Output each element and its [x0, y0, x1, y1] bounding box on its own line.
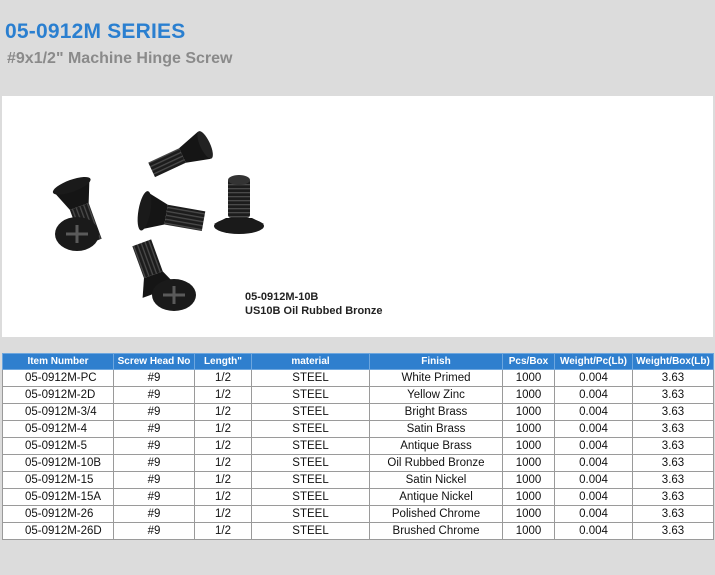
table-cell: 3.63 [633, 455, 714, 472]
table-cell: #9 [114, 438, 195, 455]
table-cell: 0.004 [555, 523, 633, 540]
table-cell: 1/2 [195, 421, 252, 438]
table-cell: 3.63 [633, 421, 714, 438]
table-cell: 3.63 [633, 404, 714, 421]
table-cell: 1/2 [195, 472, 252, 489]
table-cell: Oil Rubbed Bronze [370, 455, 503, 472]
table-cell: 1/2 [195, 523, 252, 540]
table-cell: 1000 [503, 489, 555, 506]
table-cell: 0.004 [555, 370, 633, 387]
table-cell: Bright Brass [370, 404, 503, 421]
table-cell: 3.63 [633, 370, 714, 387]
table-cell: 3.63 [633, 387, 714, 404]
table-cell: 05-0912M-26D [3, 523, 114, 540]
table-cell: #9 [114, 489, 195, 506]
table-row [3, 421, 714, 438]
table-cell: 05-0912M-10B [3, 455, 114, 472]
table-cell: 0.004 [555, 489, 633, 506]
table-cell: 05-0912M-15 [3, 472, 114, 489]
table-cell: 1000 [503, 455, 555, 472]
table-cell: Polished Chrome [370, 506, 503, 523]
table-cell: 3.63 [633, 489, 714, 506]
table-row [3, 523, 714, 540]
table-cell: STEEL [252, 404, 370, 421]
table-row [3, 387, 714, 404]
column-header: Length" [195, 354, 252, 370]
screw-1 [145, 129, 216, 183]
table-cell: STEEL [252, 472, 370, 489]
table-cell: 1/2 [195, 370, 252, 387]
caption-finish: US10B Oil Rubbed Bronze [245, 305, 383, 317]
table-cell: 0.004 [555, 472, 633, 489]
table-cell: Brushed Chrome [370, 523, 503, 540]
table-cell: 1/2 [195, 489, 252, 506]
table-cell: 05-0912M-4 [3, 421, 114, 438]
table-cell: 05-0912M-5 [3, 438, 114, 455]
table-cell: 1000 [503, 523, 555, 540]
table-cell: #9 [114, 523, 195, 540]
table-row [3, 506, 714, 523]
table-cell: Antique Brass [370, 438, 503, 455]
table-cell: Yellow Zinc [370, 387, 503, 404]
column-header: Weight/Pc(Lb) [555, 354, 633, 370]
table-cell: 0.004 [555, 506, 633, 523]
table-cell: 05-0912M-PC [3, 370, 114, 387]
page-title: 05-0912M SERIES [5, 20, 186, 43]
table-cell: 1000 [503, 404, 555, 421]
table-cell: STEEL [252, 523, 370, 540]
table-cell: 1000 [503, 472, 555, 489]
page-subtitle: #9x1/2" Machine Hinge Screw [7, 50, 233, 67]
table-cell: 0.004 [555, 438, 633, 455]
table-cell: #9 [114, 370, 195, 387]
screw-4 [214, 175, 264, 234]
table-cell: 1000 [503, 421, 555, 438]
table-cell: STEEL [252, 489, 370, 506]
table-cell: STEEL [252, 506, 370, 523]
table-cell: #9 [114, 387, 195, 404]
table-cell: White Primed [370, 370, 503, 387]
table-cell: STEEL [252, 387, 370, 404]
table-cell: 05-0912M-2D [3, 387, 114, 404]
table-cell: 3.63 [633, 506, 714, 523]
table-cell: 3.63 [633, 438, 714, 455]
table-cell: #9 [114, 404, 195, 421]
table-cell: Antique Nickel [370, 489, 503, 506]
table-cell: 1/2 [195, 455, 252, 472]
table-cell: #9 [114, 421, 195, 438]
table-cell: 3.63 [633, 472, 714, 489]
table-cell: STEEL [252, 455, 370, 472]
table-cell: #9 [114, 506, 195, 523]
column-header: Weight/Box(Lb) [633, 354, 714, 370]
table-header-row [3, 354, 714, 370]
table-row [3, 455, 714, 472]
column-header: Screw Head No [114, 354, 195, 370]
table-row [3, 438, 714, 455]
table-row [3, 404, 714, 421]
spec-table [2, 353, 714, 540]
table-row [3, 472, 714, 489]
table-cell: Satin Nickel [370, 472, 503, 489]
column-header: Pcs/Box [503, 354, 555, 370]
table-cell: 05-0912M-26 [3, 506, 114, 523]
table-cell: 05-0912M-15A [3, 489, 114, 506]
caption-item-number: 05-0912M-10B [245, 291, 319, 303]
product-photo-panel [2, 96, 713, 337]
photo-caption [245, 290, 383, 318]
table-cell: 1000 [503, 438, 555, 455]
table-cell: STEEL [252, 370, 370, 387]
screw-3 [135, 190, 207, 241]
table-cell: 1000 [503, 387, 555, 404]
table-body [3, 370, 714, 540]
column-header: Item Number [3, 354, 114, 370]
table-row [3, 370, 714, 387]
table-cell: 1/2 [195, 387, 252, 404]
table-cell: #9 [114, 472, 195, 489]
column-header: material [252, 354, 370, 370]
table-cell: #9 [114, 455, 195, 472]
table-cell: 1/2 [195, 438, 252, 455]
table-cell: 0.004 [555, 455, 633, 472]
table-cell: 0.004 [555, 387, 633, 404]
table-cell: 0.004 [555, 404, 633, 421]
table-cell: 3.63 [633, 523, 714, 540]
table-cell: 1/2 [195, 404, 252, 421]
table-cell: STEEL [252, 438, 370, 455]
column-header: Finish [370, 354, 503, 370]
table-cell: 05-0912M-3/4 [3, 404, 114, 421]
table-cell: Satin Brass [370, 421, 503, 438]
table-cell: STEEL [252, 421, 370, 438]
table-cell: 1000 [503, 506, 555, 523]
table-cell: 0.004 [555, 421, 633, 438]
table-row [3, 489, 714, 506]
table-cell: 1000 [503, 370, 555, 387]
table-cell: 1/2 [195, 506, 252, 523]
